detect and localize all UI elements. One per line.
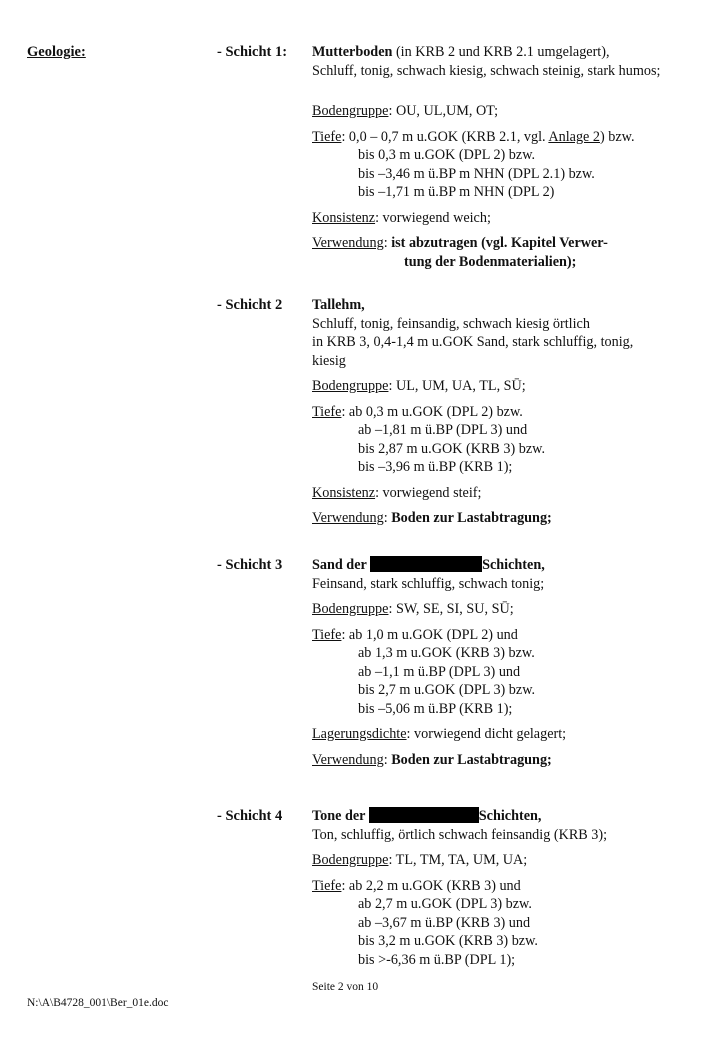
- page-number: Seite 2 von 10: [312, 981, 379, 993]
- section-heading: Geologie:: [27, 44, 86, 60]
- bodengruppe-key: Bodengruppe: [312, 378, 389, 394]
- konsistenz-key: Konsistenz: [312, 209, 376, 226]
- lagerungsdichte-key: Lagerungsdichte: [312, 726, 407, 742]
- layer-2-bodengruppe: [312, 377, 712, 396]
- bodengruppe-value: : UL, UM, UA, TL, SŪ;: [388, 378, 526, 394]
- layer-4-tiefe: [312, 877, 712, 896]
- tiefe-key: Tiefe: [312, 403, 342, 420]
- verwendung-key: Verwendung: [312, 235, 384, 251]
- bodengruppe-key: Bodengruppe: [312, 852, 389, 868]
- verwendung-value: Boden zur Lastabtragung;: [391, 510, 552, 526]
- layer-4-desc: Ton, schluffig, örtlich schwach feinsandig (KRB 3);: [312, 826, 608, 843]
- layer-3-title-pre: Sand der: [312, 557, 371, 573]
- anlage-link[interactable]: Anlage 2: [548, 128, 600, 145]
- layer-3-title: [312, 556, 712, 575]
- tiefe-first: : ab 1,0 m u.GOK (DPL 2) und: [341, 626, 518, 643]
- tiefe-key: Tiefe: [312, 128, 342, 145]
- konsistenz-key: Konsistenz: [312, 484, 376, 501]
- tiefe-first: : ab 0,3 m u.GOK (DPL 2) bzw.: [341, 403, 523, 420]
- layer-4-bodengruppe: [312, 851, 712, 870]
- tiefe-line: bis –1,71 m ü.BP m NHN (DPL 2): [358, 184, 555, 200]
- layer-2-block: [312, 296, 712, 528]
- layer-1-title-line: [312, 43, 712, 62]
- tiefe-line: bis 2,87 m u.GOK (KRB 3) bzw.: [358, 440, 546, 457]
- verwendung-value-cont: tung der Bodenmaterialien);: [404, 253, 577, 270]
- layer-2-title: Tallehm,: [312, 297, 365, 313]
- layer-2-desc: Schluff, tonig, feinsandig, schwach kiesig örtlich: [312, 315, 590, 332]
- layer-2-konsistenz: [312, 484, 712, 503]
- tiefe-first-post: ) bzw.: [599, 128, 635, 145]
- layer-2-label: - Schicht 2: [217, 297, 283, 313]
- tiefe-line: bis –3,96 m ü.BP (KRB 1);: [358, 459, 513, 475]
- layer-2-desc: kiesig: [312, 352, 346, 369]
- tiefe-first: : 0,0 – 0,7 m u.GOK (KRB 2.1, vgl.: [341, 128, 549, 145]
- tiefe-line: bis 0,3 m u.GOK (DPL 2) bzw.: [358, 147, 536, 163]
- tiefe-key: Tiefe: [312, 877, 342, 894]
- layer-3-bodengruppe: [312, 600, 712, 619]
- layer-3-desc: Feinsand, stark schluffig, schwach tonig;: [312, 575, 545, 592]
- tiefe-line: bis 2,7 m u.GOK (DPL 3) bzw.: [358, 682, 536, 698]
- layer-1-tiefe: [312, 128, 712, 147]
- tiefe-line: ab –3,67 m ü.BP (KRB 3) und: [358, 914, 531, 931]
- layer-3-label: - Schicht 3: [217, 557, 283, 573]
- layer-1-desc: Schluff, tonig, schwach kiesig, schwach steinig, stark humos;: [312, 62, 661, 79]
- tiefe-key: Tiefe: [312, 626, 342, 643]
- tiefe-line: ab –1,1 m ü.BP (DPL 3) und: [358, 663, 521, 680]
- verwendung-key: Verwendung: [312, 751, 384, 768]
- tiefe-line: bis 3,2 m u.GOK (KRB 3) bzw.: [358, 933, 538, 949]
- layer-1-bodengruppe: [312, 102, 712, 121]
- layer-1-title: Mutterboden: [312, 44, 393, 60]
- bodengruppe-value: : TL, TM, TA, UM, UA;: [388, 852, 528, 868]
- layer-1-konsistenz: [312, 209, 712, 228]
- tiefe-line: bis –5,06 m ü.BP (KRB 1);: [358, 700, 513, 717]
- layer-3-block: [312, 556, 712, 769]
- layer-3-title-post: Schichten,: [482, 557, 545, 573]
- verwendung-key: Verwendung: [312, 510, 384, 526]
- layer-1-verwendung: [312, 234, 712, 253]
- bodengruppe-key: Bodengruppe: [312, 601, 389, 617]
- file-path: N:\A\B4728_001\Ber_01e.doc: [27, 997, 169, 1009]
- layer-4-label: - Schicht 4: [217, 808, 283, 824]
- tiefe-line: bis >-6,36 m ü.BP (DPL 1);: [358, 951, 516, 968]
- layer-3-verwendung: [312, 751, 712, 770]
- bodengruppe-value: : SW, SE, SI, SU, SŪ;: [388, 601, 514, 617]
- bodengruppe-value: : OU, UL,UM, OT;: [388, 103, 499, 119]
- tiefe-first: : ab 2,2 m u.GOK (KRB 3) und: [341, 877, 521, 894]
- layer-2-desc: in KRB 3, 0,4-1,4 m u.GOK Sand, stark schluffig, tonig,: [312, 334, 634, 350]
- layer-4-block: [312, 807, 712, 969]
- tiefe-line: ab 2,7 m u.GOK (DPL 3) bzw.: [358, 896, 532, 912]
- redaction-bar: [370, 556, 482, 572]
- tiefe-line: bis –3,46 m ü.BP m NHN (DPL 2.1) bzw.: [358, 165, 595, 182]
- lagerungsdichte-value: : vorwiegend dicht gelagert;: [406, 726, 567, 742]
- layer-1-title-rest: (in KRB 2 und KRB 2.1 umgelagert),: [392, 44, 610, 60]
- layer-2-tiefe: [312, 403, 712, 422]
- bodengruppe-key: Bodengruppe: [312, 103, 389, 119]
- layer-1-label: - Schicht 1:: [217, 44, 288, 60]
- layer-3-lagerungsdichte: [312, 725, 712, 744]
- verwendung-value: ist abzutragen (vgl. Kapitel Verwer-: [391, 235, 608, 251]
- tiefe-line: ab 1,3 m u.GOK (KRB 3) bzw.: [358, 645, 535, 661]
- layer-4-title-pre: Tone der: [312, 808, 369, 824]
- konsistenz-value: : vorwiegend weich;: [375, 209, 491, 226]
- redaction-bar: [369, 807, 479, 823]
- layer-4-title-post: Schichten,: [478, 808, 542, 824]
- verwendung-value: Boden zur Lastabtragung;: [391, 751, 552, 768]
- layer-2-verwendung: [312, 509, 712, 528]
- layer-4-title: [312, 807, 712, 826]
- konsistenz-value: : vorwiegend steif;: [375, 484, 482, 501]
- layer-1-block: [312, 43, 712, 271]
- verwendung-sep: :: [383, 235, 392, 251]
- verwendung-sep: :: [383, 510, 392, 526]
- tiefe-line: ab –1,81 m ü.BP (DPL 3) und: [358, 422, 528, 438]
- layer-3-tiefe: [312, 626, 712, 645]
- verwendung-sep: :: [383, 751, 392, 768]
